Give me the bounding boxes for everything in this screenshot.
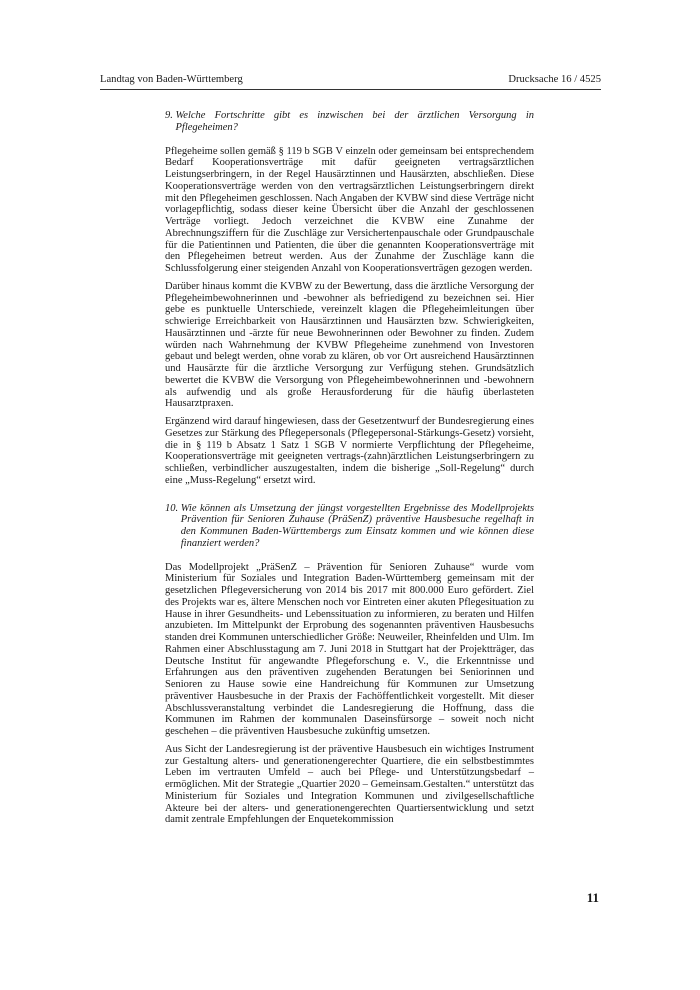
document-body (165, 110, 534, 832)
page-number: 11 (586, 890, 599, 905)
header-document-number: Drucksache 16 / 4525 (508, 74, 601, 85)
question-9-number: 9. (165, 110, 173, 121)
page-header (100, 73, 601, 87)
answer-9-paragraph-2: Darüber hinaus kommt die KVBW zu der Bewertung, dass die ärztliche Versorgung der Pflegeheimbewohnerinnen und -bewohner als befriedigend zu bezeichnen sei. Hier gebe es punktuelle Unterschiede, vereinzelt klagen die Pflegeheimleitungen über schwierige Erreichbarkeit von Hausärztinnen und Hausärzten bzw. Schwierigkeiten, Hausärztinnen und -ärzte für neue Bewohnerinnen oder Bewohner zu finden. Zudem würden nach Wahrnehmung der KVBW Pflegeheime zunehmend von Investoren gebaut und belegt werden, ohne vorab zu klären, ob vor Ort ausreichend Hausärztinnen und Hausärzte für die ärztliche Versorgung zur Verfügung stehen. Grundsätzlich bewertet die KVBW die Versorgung von Pflegeheimbewohnerinnen und -bewohnern als aufwendig und als große Herausforderung für die häufig überlasteten Hausarztpraxen. (165, 280, 534, 410)
answer-10-paragraph-2: Aus Sicht der Landesregierung ist der präventive Hausbesuch ein wichtiges Instrument zur Gestaltung alters- und generationengerechter Quartiere, die ein selbstbestimmtes Leben im vertrauten Umfeld – auch bei Pflege- und Unterstützungsbedarf – ermöglichen. Mit der Strategie „Quartier 2020 – Gemeinsam.Gestalten.“ unterstützt das Ministerium für Soziales und Integration Kommunen und zivilgesellschaftliche Akteure bei der alters- und generationengerechten Quartiersentwicklung und setzt damit zentrale Empfehlungen der Enquetekommission (165, 743, 534, 826)
answer-10-paragraph-1: Das Modellprojekt „PräSenZ – Prävention für Senioren Zuhause“ wurde vom Ministerium für Soziales und Integration Baden-Württemberg gemeinsam mit der gesetzlichen Pflegeversicherung von 2014 bis 2017 mit 800.000 Euro gefördert. Ziel des Projekts war es, ältere Menschen noch vor Eintreten einer akuten Pflegesituation zu Hause in ihrer Gesundheits- und Lebenssituation zu informieren, zu beraten und Hilfen anzubieten. Im Mittelpunkt der Erprobung des sogenannten präventiven Hausbesuchs standen drei Kommunen unterschiedlicher Größe: Neuweiler, Rheinfelden und Ulm. Im Rahmen einer Abschlusstagung am 7. Juni 2018 in Stuttgart hat der Projektträger, das Deutsche Institut für angewandte Pflegeforschung e. V., die Erkenntnisse und Erfahrungen aus den präventiven zugehenden Beratungen bei Seniorinnen und Senioren zu Hause sowie eine Handreichung für Kommunen zur Umsetzung präventiver Hausbesuche in der Praxis der Fachöffentlichkeit vorgestellt. Mit dieser Abschlussveranstaltung verbindet die Landesregierung die Hoffnung, dass die Kommunen im Rahmen der kommunalen Daseinsfürsorge – soweit noch nicht geschehen – die präventiven Hausbesuche zukünftig umsetzen. (165, 561, 535, 737)
question-10-number: 10. (165, 502, 179, 514)
question-9-text: Welche Fortschritte gibt es inzwischen bei der ärztlichen Versorgung in Pflegeheimen? (175, 110, 534, 133)
question-9 (165, 110, 534, 134)
answer-9-paragraph-3: Ergänzend wird darauf hingewiesen, dass der Gesetzentwurf der Bundesregierung eines Gesetzes zur Stärkung des Pflegepersonals (Pflegepersonal-Stärkungs-Gesetz) vorsieht, die in § 119 b Absatz 1 Satz 1 SGB V normierte Verpflichtung der Pflegeheime, Kooperationsverträge mit geeigneten vertrags-(zahn)ärztlichen Leistungserbringern zu schließen, verbindlicher auszugestalten, indem die bisherige „Soll-Regelung“ durch eine „Muss-Regelung“ ersetzt wird. (165, 416, 534, 486)
header-divider (100, 89, 601, 90)
question-10-text: Wie können als Umsetzung der jüngst vorgestellten Ergebnisse des Modellprojekts Prävention für Senioren Zuhause (PräSenZ) präventive Hausbesuche regelhaft in den Kommunen Baden-Württembergs zum Einsatz kommen und wie können diese finanziert werden? (180, 502, 534, 549)
question-10 (165, 503, 534, 550)
header-parliament-name: Landtag von Baden-Württemberg (100, 74, 243, 85)
answer-9-paragraph-1: Pflegeheime sollen gemäß § 119 b SGB V einzeln oder gemeinsam bei entsprechendem Bedarf Kooperationsverträge mit dafür geeigneten vertragsärztlichen Leistungserbringern, in der Regel Hausärztinnen und Hausärzten, abschließen. Diese Kooperationsverträge werden von den vertragsärztlichen Leistungserbringern direkt mit den Pflegeheimen geschlossen. Nach Angaben der KVBW sind diese Verträge nicht vorlagepflichtig, sodass dieser keine Übersicht über die Anzahl der geschlossenen Verträge vorliegt. Jedoch verzeichnet die KVBW eine Zunahme der Abrechnungsziffern für die Zuschläge zur Versichertenpauschale oder Grundpauschale für die Patientinnen und Patienten, die über die genannten Kooperationsverträge mit den Pflegeheimen betreut werden. Aus der Zunahme der Zuschläge kann die Schlussfolgerung einer steigenden Anzahl von Kooperationsverträgen gezogen werden. (165, 145, 534, 274)
